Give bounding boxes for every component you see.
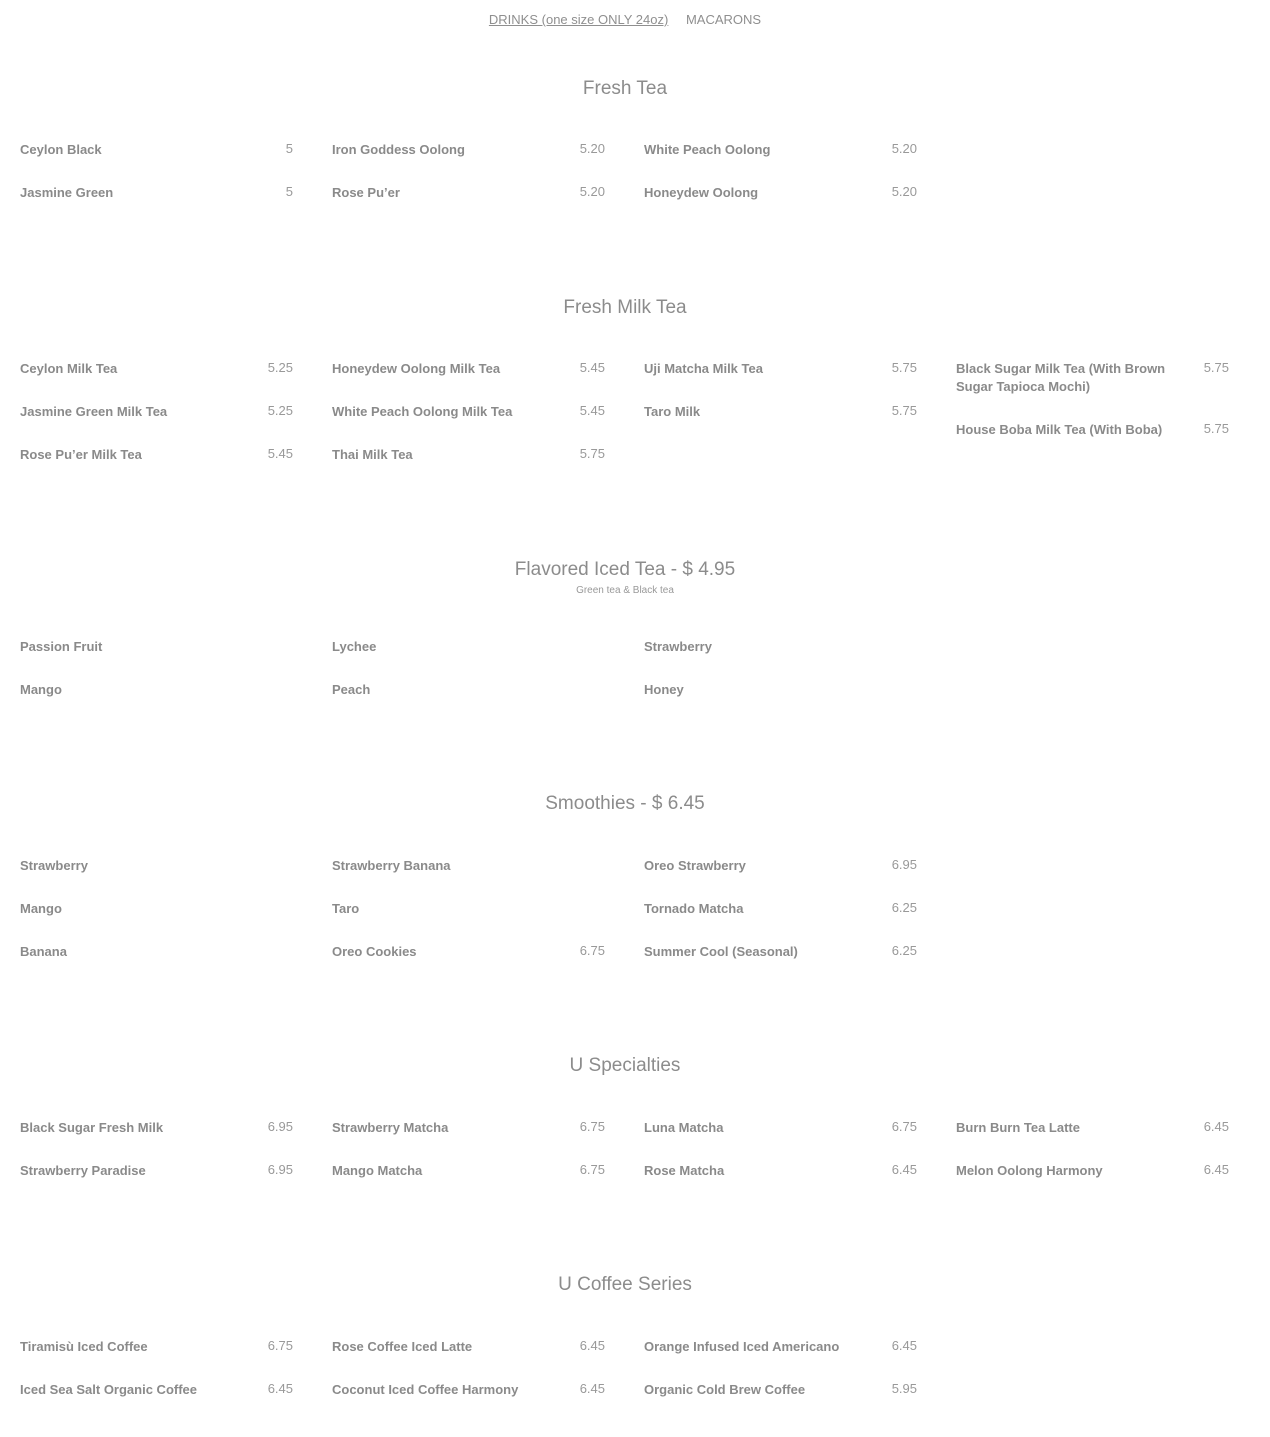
menu-item[interactable] [644,857,917,875]
tab-macarons[interactable]: MACARONS [685,12,762,27]
menu-item[interactable] [20,638,293,656]
menu-item-price: 6.45 [1203,1162,1229,1177]
menu-item[interactable] [332,1381,605,1399]
menu-item-name: Rose Pu’er Milk Tea [20,447,142,462]
menu-item[interactable] [332,681,605,699]
menu-item-name: Jasmine Green [20,185,114,200]
menu-item-price: 5.75 [891,403,917,418]
menu-item[interactable] [20,360,293,378]
menu-item-price: 6.25 [891,900,917,915]
menu-tabs [0,12,1250,27]
section-title: Fresh Milk Tea [563,297,687,318]
section-subtitle: Green tea & Black tea [576,585,674,596]
menu-item[interactable] [956,1162,1229,1180]
menu-item-price: 5.20 [891,141,917,156]
menu-item-name: Rose Matcha [644,1163,725,1178]
menu-item-name: Tornado Matcha [644,901,744,916]
menu-item-name: Mango [20,682,62,697]
menu-item-name: White Peach Oolong [644,142,771,157]
menu-item-price: 5.45 [579,360,605,375]
menu-item-price: 6.95 [267,1119,293,1134]
menu-item-price: 6.45 [891,1338,917,1353]
menu-item-price: 5.75 [1203,360,1229,375]
menu-item-price: 5.45 [579,403,605,418]
menu-item-price: 5.75 [1203,421,1229,436]
menu-item-price: 5.75 [891,360,917,375]
menu-item-name: Rose Coffee Iced Latte [332,1339,473,1354]
section-title: U Coffee Series [558,1274,692,1295]
menu-item-price: 6.45 [267,1381,293,1396]
menu-item-name: Black Sugar Milk Tea (With Brown Sugar Tapioca Mochi) [956,361,1166,394]
menu-item-name: White Peach Oolong Milk Tea [332,404,513,419]
menu-item-price: 6.75 [579,943,605,958]
menu-item[interactable] [644,900,917,918]
menu-item-name: Peach [332,682,371,697]
menu-item-name: Organic Cold Brew Coffee [644,1382,806,1397]
menu-item-price: 6.75 [267,1338,293,1353]
tab-drinks[interactable]: DRINKS (one size ONLY 24oz) [488,12,669,27]
menu-item-name: Honeydew Oolong Milk Tea [332,361,501,376]
menu-item-name: Passion Fruit [20,639,103,654]
menu-item[interactable] [332,446,605,464]
menu-item-name: Lychee [332,639,377,654]
section-title: Smoothies - $ 6.45 [545,793,705,814]
menu-item-name: Summer Cool (Seasonal) [644,944,798,959]
menu-item-name: Oreo Strawberry [644,858,746,873]
menu-item-name: Strawberry [644,639,712,654]
menu-item[interactable] [332,1119,605,1137]
menu-item-name: Taro [332,901,360,916]
menu-item-name: Rose Pu’er [332,185,400,200]
menu-item-price: 6.45 [891,1162,917,1177]
menu-item[interactable] [20,1381,293,1399]
menu-item-price: 6.45 [1203,1119,1229,1134]
menu-item-name: Ceylon Milk Tea [20,361,118,376]
menu-item[interactable] [644,360,917,378]
menu-item-name: Thai Milk Tea [332,447,413,462]
menu-item[interactable] [20,900,293,918]
menu-item[interactable] [644,1381,917,1399]
menu-item-price: 5.20 [579,141,605,156]
menu-item[interactable] [332,141,605,159]
menu-item-price: 5.20 [579,184,605,199]
menu-item-price: 5.95 [891,1381,917,1396]
menu-item-name: Uji Matcha Milk Tea [644,361,763,376]
menu-item-price: 6.75 [579,1119,605,1134]
menu-item[interactable] [20,141,293,159]
menu-item-name: Iced Sea Salt Organic Coffee [20,1382,198,1397]
menu-item-price: 5 [285,184,293,199]
menu-item[interactable] [20,446,293,464]
menu-item[interactable] [644,403,917,421]
menu-item-price: 6.25 [891,943,917,958]
menu-item[interactable] [332,900,605,918]
menu-item[interactable] [644,681,917,699]
menu-item-name: Mango Matcha [332,1163,423,1178]
menu-item-price: 5.25 [267,360,293,375]
menu-item-name: Jasmine Green Milk Tea [20,404,168,419]
menu-item[interactable] [332,184,605,202]
menu-item-price: 6.75 [579,1162,605,1177]
menu-item[interactable] [644,1162,917,1180]
menu-item[interactable] [644,638,917,656]
menu-item-name: Coconut Iced Coffee Harmony [332,1382,519,1397]
menu-item-name: Luna Matcha [644,1120,724,1135]
section-title: U Specialties [569,1055,681,1076]
menu-item[interactable] [332,1162,605,1180]
menu-item[interactable] [20,1338,293,1356]
section-title: Flavored Iced Tea - $ 4.95 [514,559,736,580]
menu-item[interactable] [644,184,917,202]
menu-item-name: Strawberry Banana [332,858,451,873]
menu-item-name: Ceylon Black [20,142,102,157]
menu-item[interactable] [332,403,605,421]
menu-item-price: 5.75 [579,446,605,461]
menu-item[interactable] [20,1119,293,1137]
menu-item-name: Tiramisù Iced Coffee [20,1339,148,1354]
menu-item-price: 6.95 [267,1162,293,1177]
menu-item[interactable] [332,360,605,378]
menu-item[interactable] [20,403,293,421]
menu-item-name: Banana [20,944,67,959]
menu-item-price: 5.20 [891,184,917,199]
menu-item-price: 6.45 [579,1338,605,1353]
menu-item[interactable] [644,141,917,159]
menu-item-name: Strawberry [20,858,88,873]
menu-item-price: 6.75 [891,1119,917,1134]
menu-item-name: Oreo Cookies [332,944,417,959]
menu-item[interactable] [20,184,293,202]
menu-item-name: Melon Oolong Harmony [956,1163,1103,1178]
menu-item-name: House Boba Milk Tea (With Boba) [956,422,1163,437]
menu-item-price: 5.45 [267,446,293,461]
menu-item[interactable] [956,360,1229,396]
menu-item[interactable] [332,1338,605,1356]
menu-item[interactable] [20,943,293,961]
menu-item[interactable] [20,1162,293,1180]
menu-item[interactable] [644,1338,917,1356]
menu-item-name: Strawberry Matcha [332,1120,449,1135]
menu-item[interactable] [20,681,293,699]
menu-item-price: 5.25 [267,403,293,418]
menu-item-name: Strawberry Paradise [20,1163,146,1178]
menu-item[interactable] [956,421,1229,439]
menu-item-name: Black Sugar Fresh Milk [20,1120,164,1135]
menu-item-price: 6.45 [579,1381,605,1396]
menu-item[interactable] [644,1119,917,1137]
menu-item[interactable] [644,943,917,961]
menu-item[interactable] [332,638,605,656]
menu-item-name: Honeydew Oolong [644,185,759,200]
menu-item-name: Mango [20,901,62,916]
menu-item[interactable] [956,1119,1229,1137]
menu-item-name: Honey [644,682,684,697]
section-title: Fresh Tea [582,78,668,99]
menu-item-name: Taro Milk [644,404,701,419]
menu-item-name: Burn Burn Tea Latte [956,1120,1080,1135]
menu-item[interactable] [332,857,605,875]
menu-item-price: 5 [285,141,293,156]
menu-item[interactable] [20,857,293,875]
menu-item-price: 6.95 [891,857,917,872]
menu-item[interactable] [332,943,605,961]
menu-item-name: Iron Goddess Oolong [332,142,465,157]
menu-item-name: Orange Infused Iced Americano [644,1339,840,1354]
